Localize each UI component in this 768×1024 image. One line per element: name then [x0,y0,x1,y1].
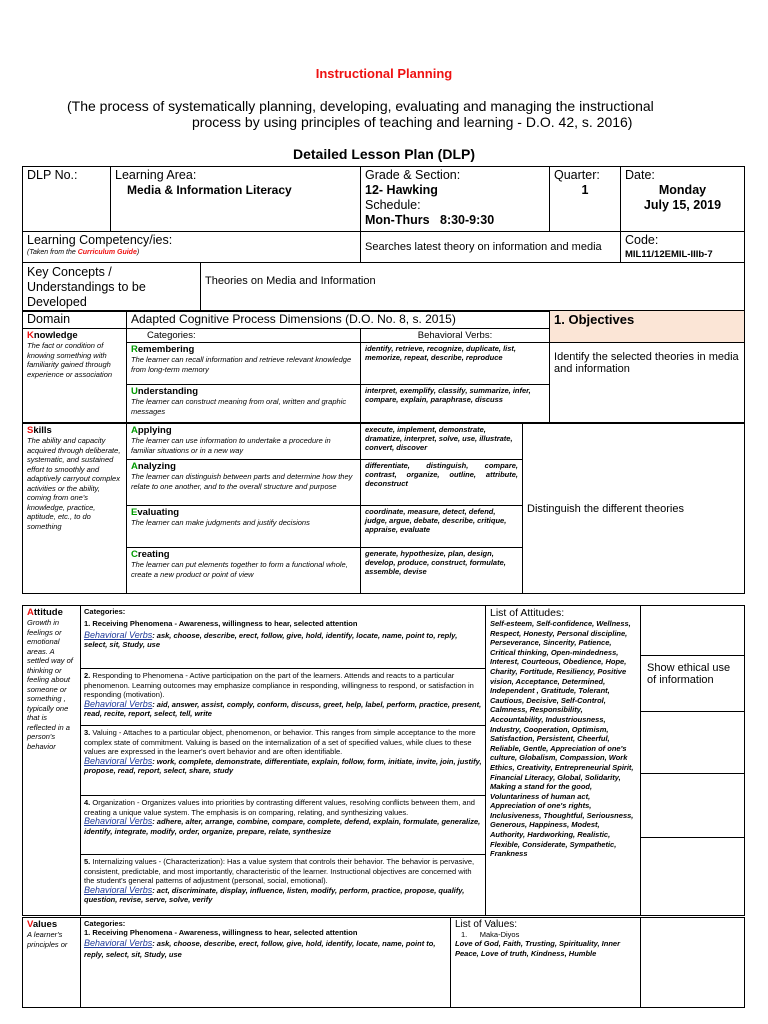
evaluating-verbs: coordinate, measure, detect, defend, judge, argue, debate, describe, critique, appraise, evaluate [361,506,523,548]
domain-label: Domain [23,311,127,329]
applying-cell: Applying The learner can use information to undertake a procedure in familiar situations or in a new way [127,424,361,460]
creating-cell: Creating The learner can put elements together to form a functional whole, create a new product or point of view [127,548,361,594]
learning-area-value: Media & Information Literacy [127,183,292,197]
attitude-objective: Show ethical use of information [641,656,744,712]
dlp-heading: Detailed Lesson Plan (DLP) [292,146,476,162]
knowledge-domain-cell [23,329,127,423]
competency-value: Searches latest theory on information and media [361,232,621,263]
analyzing-verbs: differentiate, distinguish, compare, contrast, organize, outline, attribute, deconstruct [361,460,523,506]
key-concepts-cell [23,263,745,312]
knowledge-table [22,310,745,423]
values-item: 1. Receiving Phenomena - Awareness, willingness to hear, selected attention [84,928,358,937]
dlp-no-cell [23,167,111,232]
competency-label: Learning Competency/ies: [27,233,173,247]
creating-verbs: generate, hypothesize, plan, design, develop, produce, construct, formulate, assemble, devise [361,548,523,594]
verbs-label: Behavioral Verbs: [361,329,550,343]
skills-objective: Distinguish the different theories [523,424,745,594]
schedule-label: Schedule: [365,198,421,212]
date-day: Monday [658,183,707,197]
categories-label: Categories: [127,329,361,343]
page-title: Instructional Planning [315,66,453,81]
values-list: Love of God, Faith, Trusting, Spirituality, Inner Peace, Love of truth, Kindness, Humble [455,939,621,958]
attitude-domain-cell [23,606,81,916]
skills-table [22,423,745,594]
date-cell [621,167,745,232]
learning-area-label: Learning Area: [115,168,197,182]
grade-section-cell [361,167,550,232]
attitude-list: Self-esteem, Self-confidence, Wellness, Respect, Honesty, Personal discipline, Perseverance, Sincerity, Patience, Critical thinking, Open-mindedness, Interest, Courteous, Obedience, Hope, Charity, Fortitude, Resiliency, Positive vision, Acceptance, Determined, Independent , Gratitude, Tolerant, Cautious, Decisive, Self-Control, Calmness, Responsibility, Accountability, Industriousness, Industry, Cooperation, Optimism, Satisfaction, Persistent, Cheerful, Reliable, Gentle, Appreciation of one's culture, Globalism, Compassion, Work Ethics, Creativity, Entrepreneurial Spirit, Financial Literacy, Global, Solidarity, Making a stand for the good, Voluntariness of human act, Appreciation of one's rights, Inclusiveness, Thoughtful, Seriousness, Generous, Happiness, Modest, Authority, Hardworking, Realistic, Flexible, Considerate, Sympathetic, Frankness [490,619,634,859]
values-categories-cell: Categories: 1. Receiving Phenomena - Awareness, willingness to hear, selected attention Behavioral Verbs: ask, choose, describe, erect, follow, give, hold, identify, locate, name, point to, reply, select, sit, Study, use [81,918,451,1008]
attitude-item-1: 1. Receiving Phenomena - Awareness, willingness to hear, selected attention Behavioral Verbs: ask, choose, describe, erect, follow, give, hold, identify, locate, name, point to, reply, select, sit, Study, use [81,617,485,669]
values-list-cell [451,918,641,1008]
key-concepts-value: Theories on Media and Information [205,275,376,287]
remembering-desc: The learner can recall information and retrieve relevant knowledge from long-term memory [131,355,352,374]
remembering-verbs: identify, retrieve, recognize, duplicate, list, memorize, repeat, describe, reproduce [361,343,550,385]
code-cell [621,232,745,263]
attitude-list-cell [486,606,641,916]
code-value: MIL11/12EMIL-IIIb-7 [625,249,713,260]
dlp-no-label: DLP No.: [27,168,78,182]
values-objective-cell [641,918,745,1008]
dimensions-label: Adapted Cognitive Process Dimensions (D.O. No. 8, s. 2015) [127,311,550,329]
skills-domain-cell [23,424,127,594]
applying-verbs: execute, implement, demonstrate, dramatize, interpret, solve, use, illustrate, convert, discover [361,424,523,460]
values-list-label: List of Values: [455,919,518,930]
date-label: Date: [625,168,655,182]
key-concepts-label: Key Concepts / Understandings to be Developed [23,263,201,311]
remembering-cell: Remembering The learner can recall information and retrieve relevant knowledge from long-term memory [127,343,361,385]
page-subtitle-line2: process by using principles of teaching and learning - D.O. 42, s. 2016) [192,114,633,130]
understanding-verbs: interpret, exemplify, classify, summarize, infer, compare, explain, paraphrase, discuss [361,385,550,423]
competency-note: (Taken from the Curriculum Guide) [27,249,140,256]
attitude-list-label: List of Attitudes: [490,607,565,619]
skills-label: Skills [27,425,52,436]
knowledge-objective: Identify the selected theories in media and information [550,343,745,423]
attitude-label: Attitude [27,607,63,618]
schedule-value: Mon-Thurs 8:30-9:30 [365,213,495,227]
competency-cell [23,232,361,263]
values-categories-label: Categories: [84,919,126,928]
attitude-item-3: 3. Valuing - Attaches to a particular object, phenomenon, or behavior. This ranges from simple acceptance to the more complex state of commitment. Valuing is based on the internalization of a set of specified values, while clues to these values are expressed in the learner's overt behavior and are often identifiable. Behavioral Verbs: work, complete, demonstrate, differentiate, explain, follow, form, initiate, invite, join, justify, propose, read, report, select, share, study [81,726,485,796]
learning-area-cell [111,167,361,232]
values-table [22,917,745,1008]
objectives-label: 1. Objectives [550,311,745,343]
values-verbs: : ask, choose, describe, erect, follow, give, hold, identify, locate, name, point to, reply, select, sit, Study, use [84,939,436,959]
values-list-item: 1. Maka-Diyos [461,930,520,939]
attitude-item-2: 2. Responding to Phenomena - Active participation on the part of the learners. Attends and reacts to a particular phenomenon. Learning outcomes may emphasize compliance in responding, willingness to respond, or satisfaction in responding (motivation). Behavioral Verbs: aid, answer, assist, comply, conform, discuss, greet, help, label, perform, practice, present, read, recite, report, select, tell, write [81,669,485,726]
code-label: Code: [625,233,659,247]
curriculum-guide-link: Curriculum Guide [77,249,137,256]
knowledge-label: Knowledge [27,330,78,341]
understanding-cell: Understanding The learner can construct meaning from oral, written and graphic messages [127,385,361,423]
knowledge-desc: The fact or condition of knowing something with familiarity gained through experience or association [27,341,113,379]
attitude-categories-label: Categories: [84,607,126,616]
values-label: Values [27,919,58,930]
attitude-objective-cell [641,606,745,916]
quarter-label: Quarter: [554,168,600,182]
values-domain-cell [23,918,81,1008]
date-value: July 15, 2019 [643,198,722,212]
attitude-item-5: 5. Internalizing values - (Characterization): Has a value system that controls their behavior. The behavior is pervasive, consistent, predictable, and most importantly, characteristic of the learner. Instructional objectives are concerned with the student's general patterns of adjustment (personal, social, emotional). Behavioral Verbs: act, discriminate, display, influence, listen, modify, perform, practice, propose, qualify, question, revise, serve, solve, verify [84,857,475,904]
quarter-cell [550,167,621,232]
attitude-table [22,605,745,916]
grade-label: Grade & Section: [365,168,461,182]
attitude-desc: Growth in feelings or emotional areas. A settled way of thinking or feeling about someone or something , typically one that is reflected in a person's behavior [27,618,73,751]
attitude-categories-cell [81,606,486,916]
grade-value: 12- Hawking [365,183,438,197]
header-table [22,166,745,312]
page-subtitle-line1: (The process of systematically planning, developing, evaluating and managing the instructional [67,98,654,114]
attitude-item-4: 4. Organization - Organizes values into priorities by contrasting different values, resolving conflicts between them, and creating a unique value system. The emphasis is on comparing, relating, and synthesizing values. Behavioral Verbs: adhere, alter, arrange, combine, compare, complete, defend, explain, formulate, generalize, identify, integrate, modify, order, organize, prepare, relate, synthesize [81,796,485,855]
analyzing-cell: Analyzing The learner can distinguish between parts and determine how they relate to one another, and to the overall structure and purpose [127,460,361,506]
evaluating-cell: Evaluating The learner can make judgments and justify decisions [127,506,361,548]
values-desc: A learner's principles or [27,930,68,949]
skills-desc: The ability and capacity acquired through deliberate, systematic, and sustained effort to smoothly and adaptively carryout complex activities or the ability, coming from one's knowledge, practice, aptitude, etc., to do something [27,436,121,531]
quarter-value: 1 [581,183,589,197]
understanding-desc: The learner can construct meaning from oral, written and graphic messages [131,397,347,416]
